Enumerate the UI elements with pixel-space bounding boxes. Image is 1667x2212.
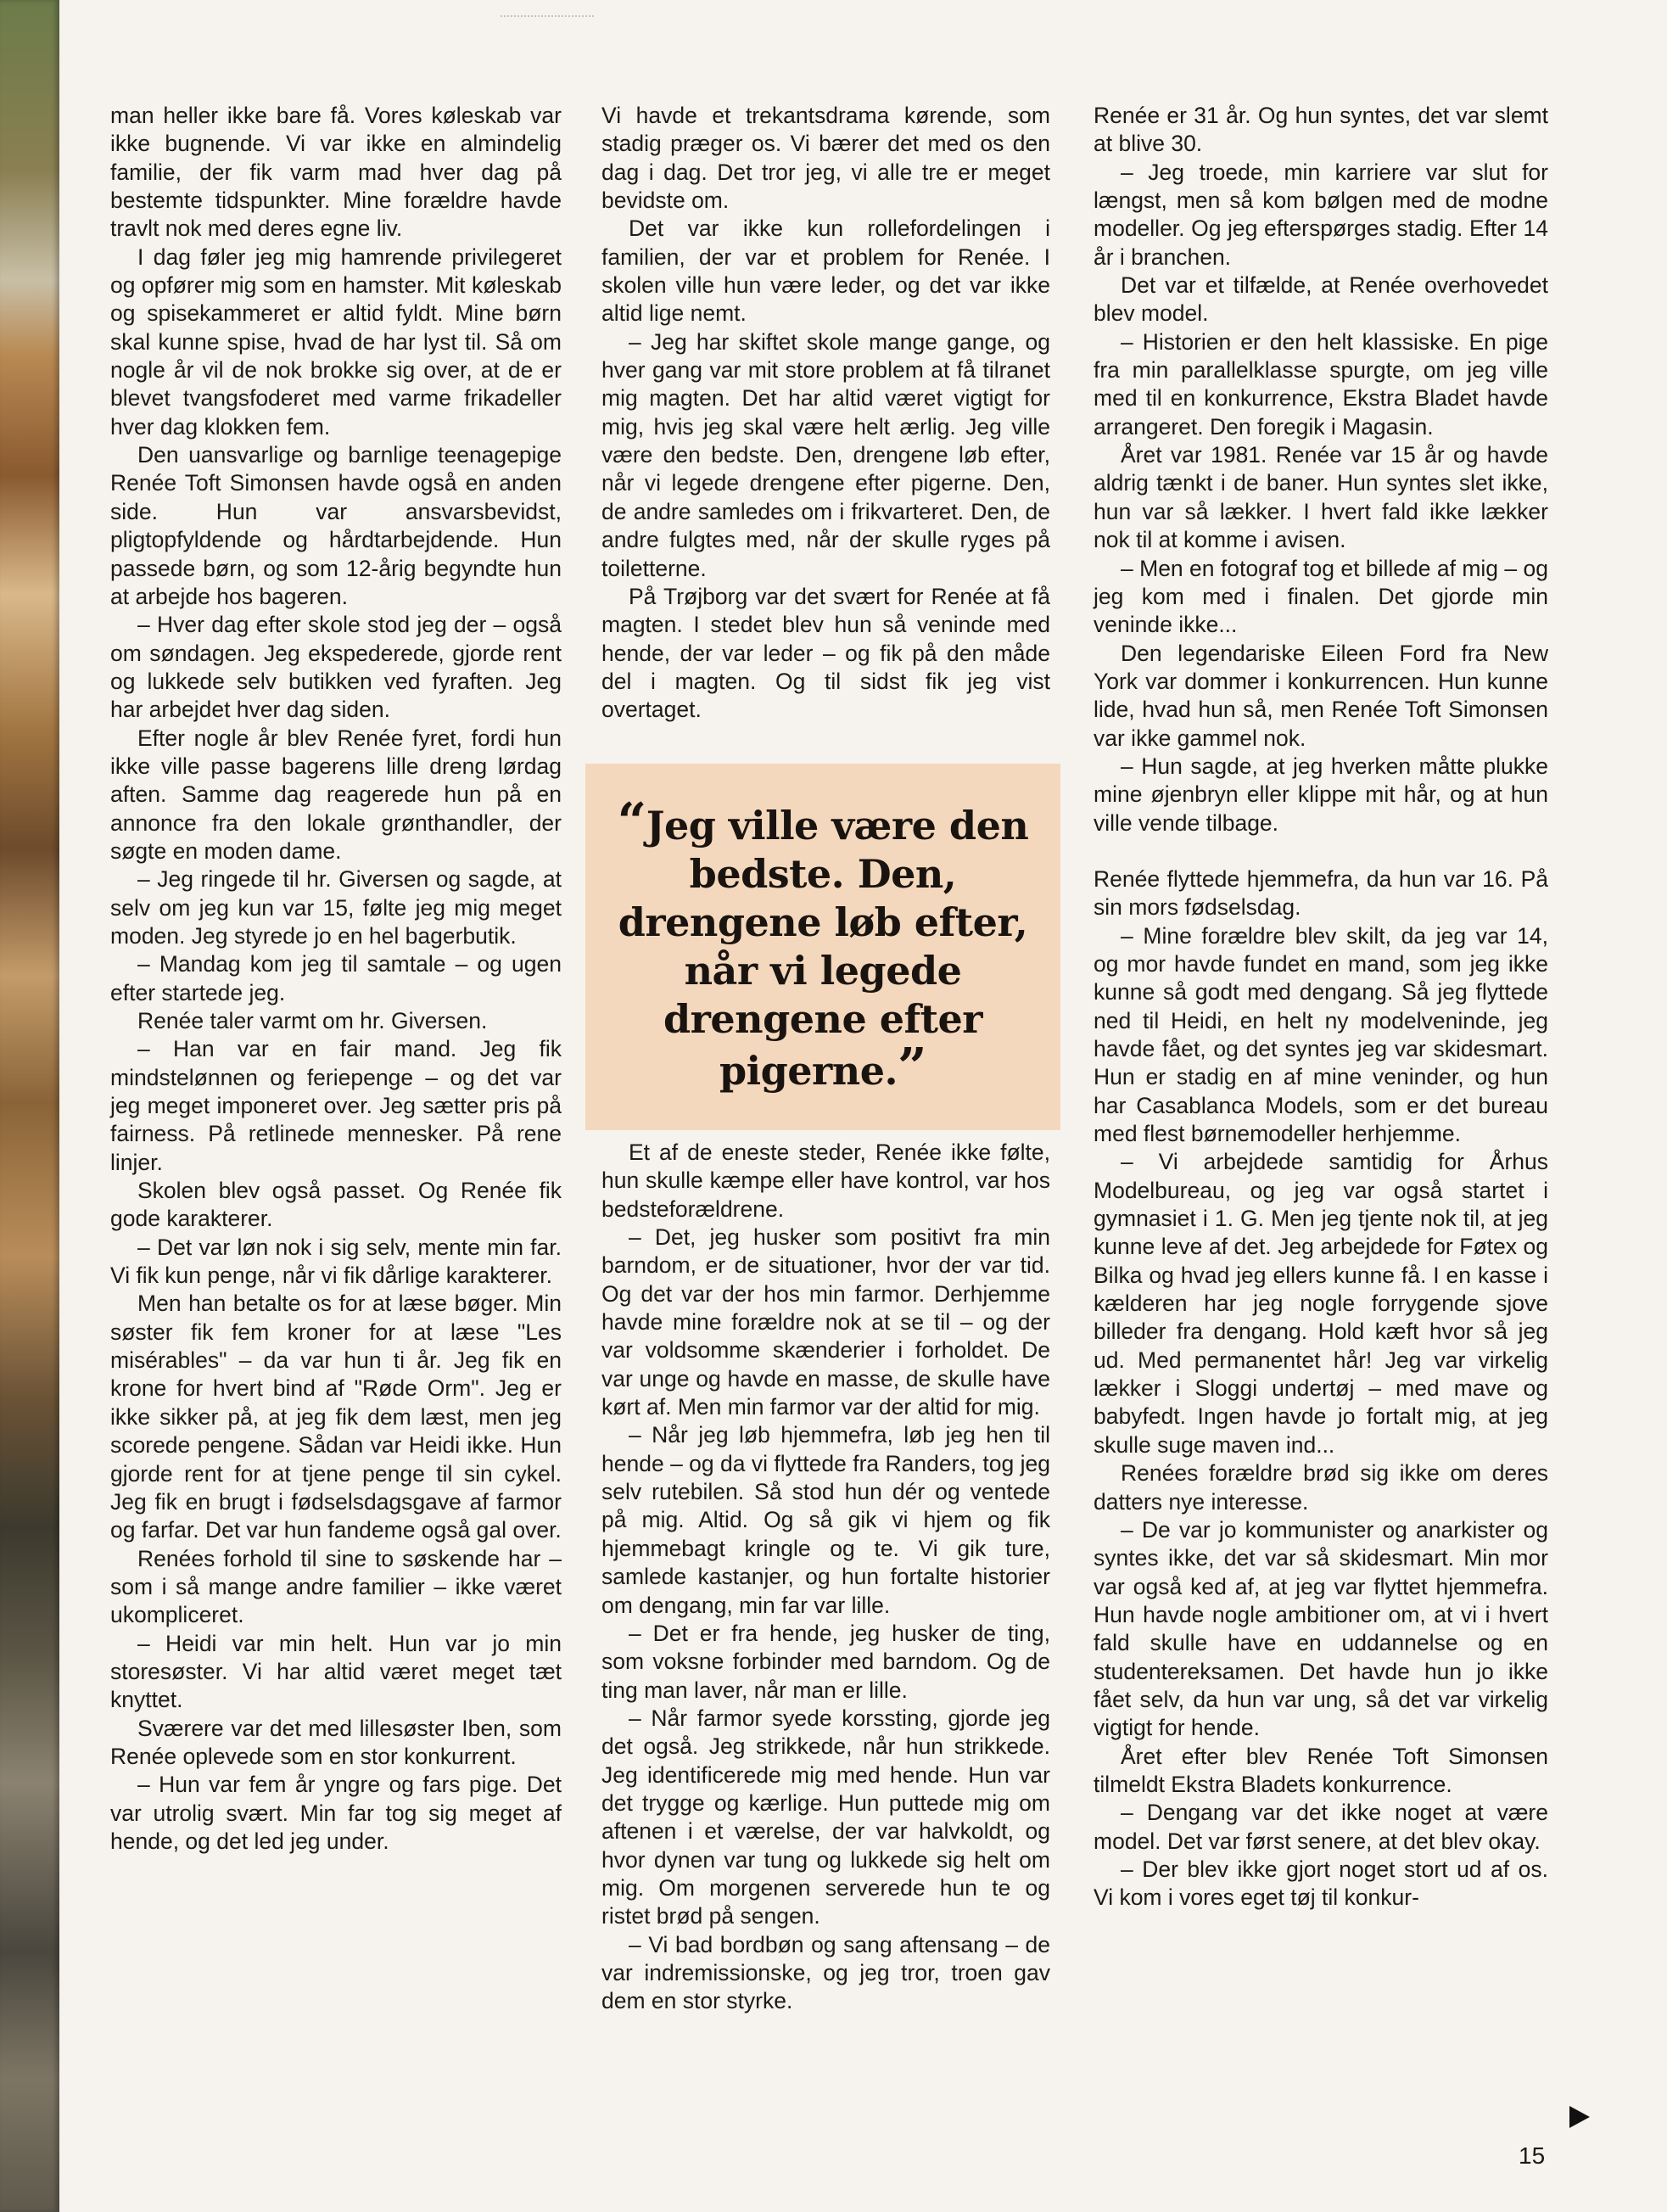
paragraph: Et af de eneste steder, Renée ikke følte, hun skulle kæmpe eller have kontrol, var hos bedsteforældrene. [601, 1140, 1050, 1222]
paragraph: – Hun var fem år yngre og fars pige. Det var utrolig svært. Min far tog sig meget af hende, og det led jeg under. [110, 1772, 562, 1854]
paragraph: – Jeg har skiftet skole mange gange, og hver gang var mit store problem at få tilranet mig magten. Det har altid været vigtigt for mig, hvis jeg skal være helt ærlig. Jeg ville være den bedste. Den, drengene løb efter, når vi legede drengene efter pigerne. Den, de andre samledes om i frikvarteret. Den, de andre fulgtes med, når der skulle ryges på toiletterne. [601, 328, 1050, 581]
paragraph: Sværere var det med lillesøster Iben, som Renée oplevede som en stor konkurrent. [110, 1715, 562, 1769]
paragraph: – Mine forældre blev skilt, da jeg var 14, og mor havde fundet en mand, som jeg ikke kunne så godt med dengang. Så jeg flyttede ned til Heidi, en helt ny modelveninde, jeg havde fået, og det syntes jeg var skidesmart. Hun er stadig en af mine veninder, og hun har Casablanca Models, som er det bureau med flest børnemodeller herhjemme. [1094, 922, 1548, 1147]
paragraph: – De var jo kommunister og anarkister og syntes ikke, det var så skidesmart. Min mor var også ked af, at jeg var flyttet hjemmefra. Hun havde nogle ambitioner om, at vi i hvert fald skulle have en uddannelse og en studentereksamen. Det havde hun jo ikke fået selv, da hun var ung, så det var virkelig vigtigt for hende. [1094, 1516, 1548, 1741]
paragraph: – Vi bad bordbøn og sang aftensang – de var indremissionske, og jeg tror, troen gav dem en stor styrke. [601, 1931, 1050, 2014]
paragraph: Renées forældre brød sig ikke om deres datters nye interesse. [1094, 1460, 1548, 1515]
article-column-2-bottom [601, 1139, 1050, 2016]
paragraph: – Heidi var min helt. Hun var jo min storesøster. Vi har altid været meget tæt knyttet. [110, 1630, 562, 1713]
paragraph: – Jeg troede, min karriere var slut for længst, men så kom bølgen med de modne modeller. Og jeg efterspørges stadig. Efter 14 år i branchen. [1094, 159, 1548, 270]
paragraph: – Det, jeg husker som positivt fra min barndom, er de situationer, hvor der var tid. Og det var der hos min farmor. Derhjemme havde mine forældre nok at se til – og der var voldsomme skænderier i forholdet. De var unge og havde en masse, de skulle have kørt af. Men min farmor var der altid for mig. [601, 1224, 1050, 1420]
top-margin-mark [501, 15, 594, 22]
paragraph: – Der blev ikke gjort noget stort ud af os. Vi kom i vores eget tøj til konkur- [1094, 1856, 1548, 1911]
paragraph: Renée taler varmt om hr. Giversen. [137, 1008, 488, 1033]
paragraph: – Jeg ringede til hr. Giversen og sagde, at selv om jeg kun var 15, følte jeg mig meget moden. Jeg styrede jo en hel bagerbutik. [110, 866, 562, 949]
paragraph: – Hun sagde, at jeg hverken måtte plukke mine øjenbryn eller klippe mit hår, og at hun ville vende tilbage. [1094, 753, 1548, 836]
paragraph: – Historien er den helt klassiske. En pige fra min parallelklasse spurgte, om jeg ville med til en konkurrence, Ekstra Bladet havde arrangeret. Den foregik i Magasin. [1094, 328, 1548, 440]
paragraph: Renées forhold til sine to søskende har – som i så mange andre familier – ikke været ukompliceret. [110, 1545, 562, 1628]
photo-edge-strip [0, 0, 59, 2212]
quote-close-mark: ” [898, 1038, 927, 1097]
article-column-2-top [601, 102, 1050, 725]
paragraph: I dag føler jeg mig hamrende privilegeret og opfører mig som en hamster. Mit køleskab og spisekammeret er altid fyldt. Mine børn skal kunne spise, hvad de har lyst til. Så om nogle år vil de nok brokke sig over, at de er blevet tvangsfoderet med varme frikadeller hver dag klokken fem. [110, 244, 562, 440]
paragraph: man heller ikke bare få. Vores køleskab var ikke bugnende. Vi var ikke en almindelig familie, der fik varm mad hver dag på bestemte tidspunkter. Mine forældre havde travlt nok med deres egne liv. [110, 103, 562, 242]
continue-arrow-icon [1569, 2106, 1590, 2128]
paragraph: – Hver dag efter skole stod jeg der – også om søndagen. Jeg ekspederede, gjorde rent og lukkede selv butikken ved fyraften. Jeg har arbejdet hver dag siden. [110, 612, 562, 723]
pull-quote [607, 792, 1038, 1097]
article-column-3 [1094, 102, 1548, 1912]
paragraph: – Han var en fair mand. Jeg fik mindstelønnen og feriepenge – og det var jeg meget imponeret over. Jeg sætter pris på fairness. På retlinede mennesker. På rene linjer. [110, 1036, 562, 1175]
pull-quote-text: Jeg ville være den bedste. Den, drengene løb efter, når vi legede drengene efter pigerne. [618, 803, 1029, 1094]
paragraph: Året var 1981. Renée var 15 år og havde aldrig tænkt i de baner. Hun syntes slet ikke, hun var så lækker. I hvert fald ikke lækker nok til at komme i avisen. [1094, 442, 1548, 553]
paragraph: – Mandag kom jeg til samtale – og ugen efter startede jeg. [110, 951, 562, 1005]
paragraph: – Det var løn nok i sig selv, mente min far. Vi fik kun penge, når vi fik dårlige karakterer. [110, 1234, 562, 1289]
paragraph: Året efter blev Renée Toft Simonsen tilmeldt Ekstra Bladets konkurrence. [1094, 1743, 1548, 1797]
paragraph: Renée er 31 år. Og hun syntes, det var slemt at blive 30. [1094, 103, 1548, 157]
paragraph: – Dengang var det ikke noget at være model. Det var først senere, at det blev okay. [1094, 1800, 1548, 1854]
quote-open-mark: “ [617, 792, 646, 852]
paragraph: – Men en fotograf tog et billede af mig – og jeg kom med i finalen. Det gjorde min veninde ikke... [1094, 555, 1548, 638]
paragraph: Vi havde et trekantsdrama kørende, som stadig præger os. Vi bærer det med os den dag i dag. Det tror jeg, vi alle tre er meget bevidste om. [601, 103, 1050, 214]
paragraph: Skolen blev også passet. Og Renée fik gode karakterer. [110, 1178, 562, 1232]
paragraph: – Når jeg løb hjemmefra, løb jeg hen til hende – og da vi flyttede fra Randers, tog jeg selv rutebilen. Så stod hun dér og ventede på mig. Altid. Og så gik vi hjem og fik hjemmebagt kringle og te. Vi gik ture, samlede kastanjer, og hun fortalte historier om dengang, min far var lille. [601, 1422, 1050, 1618]
paragraph: Den legendariske Eileen Ford fra New York var dommer i konkurrencen. Hun kunne lide, hvad hun så, men Renée Toft Simonsen var ikke gammel nok. [1094, 640, 1548, 751]
paragraph: – Vi arbejdede samtidig for Århus Modelbureau, og jeg var også startet i gymnasiet i 1. G. Men jeg tjente nok til, at jeg kunne leve af det. Jeg arbejdede for Føtex og Bilka og hvad jeg ellers kunne få. I en kasse i kælderen har jeg nogle forrygende sjove billeder fra dengang. Hold kæft hvor så jeg ud. Med permanentet hår! Jeg var virkelig lækker i Sloggi undertøj – med mave og babyfedt. Ingen havde jo fortalt mig, at jeg skulle suge maven ind... [1094, 1149, 1548, 1458]
article-column-1 [110, 102, 562, 1856]
paragraph: Den uansvarlige og barnlige teenagepige Renée Toft Simonsen havde også en anden side. Hun var ansvarsbevidst, pligtopfyldende og hårdtarbejdende. Hun passede børn, og som 12-årig begyndte hun at arbejde hos bageren. [110, 442, 562, 609]
paragraph: Efter nogle år blev Renée fyret, fordi hun ikke ville passe bagerens lille dreng lørdag aften. Samme dag reagerede hun på en annonce fra den lokale grønthandler, der søgte en moden dame. [110, 725, 562, 864]
paragraph: – Det er fra hende, jeg husker de ting, som voksne forbinder med barndom. Og de ting man laver, når man er lille. [601, 1620, 1050, 1703]
paragraph: Renée flyttede hjemmefra, da hun var 16. På sin mors fødselsdag. [1094, 865, 1548, 921]
paragraph: Det var ikke kun rollefordelingen i familien, der var et problem for Renée. I skolen ville hun være leder, og det var ikke altid lige nemt. [601, 216, 1050, 327]
paragraph: – Når farmor syede korssting, gjorde jeg det også. Jeg strikkede, når hun strikkede. Jeg identificerede mig med hende. Hun var det trygge og kærlige. Hun puttede mig om aftenen i et værelse, der var halvkoldt, og hvor dynen var tung og lukkede sig helt om mig. Om morgenen serverede hun te og ristet brød på sengen. [601, 1705, 1050, 1929]
paragraph: Men han betalte os for at læse bøger. Min søster fik fem kroner for at læse "Les misérables" – da var hun ti år. Jeg fik en krone for hvert bind af "Røde Orm". Jeg er ikke sikker på, at jeg fik dem læst, men jeg scorede pengene. Sådan var Heidi ikke. Hun gjorde rent for at tjene penge til sin cykel. Jeg fik en brugt i fødselsdagsgave af farmor og farfar. Det var hun fandeme også gal over. [110, 1291, 562, 1543]
paragraph: Det var et tilfælde, at Renée overhovedet blev model. [1094, 272, 1548, 327]
page-number: 15 [1519, 2142, 1546, 2169]
pull-quote-box [585, 764, 1060, 1130]
paragraph: På Trøjborg var det svært for Renée at få magten. I stedet blev hun så veninde med hende, der var leder – og fik på den måde del i magten. Og til sidst fik jeg vist overtaget. [601, 583, 1050, 723]
